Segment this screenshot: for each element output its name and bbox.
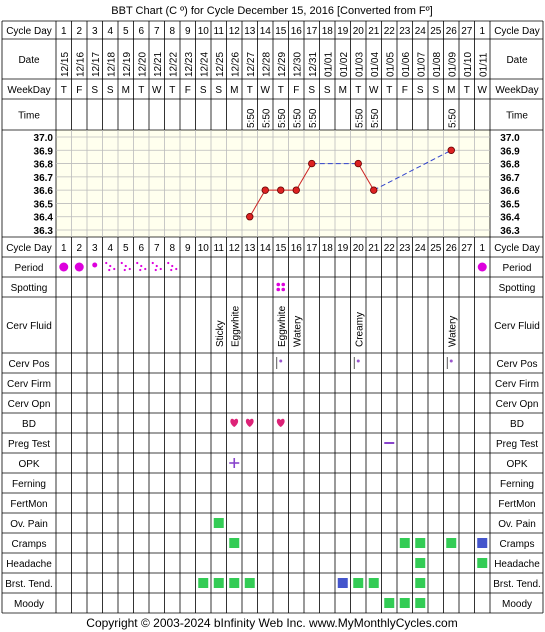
cycle-day-cell: 5 (122, 243, 129, 254)
row-label-spotting: Spotting (10, 283, 48, 294)
y-tick-left: 36.4 (33, 212, 53, 224)
weekday-cell: W (369, 85, 379, 96)
weekday-cell: S (91, 85, 99, 96)
weekday-cell: F (76, 85, 83, 96)
cerv-fluid-label: Sticky (214, 320, 226, 347)
row-label-right-cerv_pos: Cerv Pos (496, 359, 538, 370)
weekday-cell: S (308, 85, 316, 96)
cycle-day-cell: 16 (290, 26, 302, 37)
time-cell: 5:50 (245, 108, 257, 128)
temp-point (277, 187, 284, 194)
date-cell: 01/07 (416, 51, 428, 77)
row-label-right-bd: BD (510, 419, 524, 430)
cramps-mark (446, 538, 456, 548)
cycle-day-cell: 14 (259, 243, 271, 254)
cycle-day-cell: 21 (368, 26, 380, 37)
date-cell: 12/18 (106, 51, 118, 77)
cycle-day-cell: 11 (213, 243, 224, 254)
row-label-right-cycle_day: Cycle Day (494, 26, 540, 37)
row-label-right-time: Time (506, 110, 528, 122)
temp-point (448, 147, 455, 154)
y-tick-right: 36.4 (500, 212, 520, 224)
cerv-fluid-label: Eggwhite (230, 305, 242, 347)
cycle-day-cell: 25 (430, 26, 442, 37)
weekday-cell: M (230, 85, 239, 96)
cycle-day-cell: 1 (479, 243, 486, 254)
period-light-dot (92, 263, 97, 268)
cycle-day-cell: 1 (479, 26, 486, 37)
date-cell: 12/28 (261, 51, 273, 77)
spotting-dot (276, 288, 280, 292)
cycle-day-cell: 6 (138, 26, 145, 37)
cycle-day-cell: 8 (169, 26, 176, 37)
weekday-cell: T (277, 85, 284, 96)
date-cell: 12/25 (214, 51, 226, 77)
row-label-cycle_day: Cycle Day (6, 26, 52, 37)
row-label-cycle_day: Cycle Day (6, 243, 52, 254)
y-tick-left: 36.8 (33, 159, 53, 171)
date-cell: 01/10 (462, 51, 474, 77)
row-label-cerv_opn: Cerv Opn (7, 399, 51, 410)
ov-pain-mark (214, 518, 224, 528)
row-label-ov_pain: Ov. Pain (10, 519, 48, 530)
row-label-headache: Headache (6, 559, 52, 570)
y-tick-right: 37.0 (500, 133, 520, 144)
row-label-right-spotting: Spotting (498, 283, 536, 294)
date-cell: 12/20 (137, 51, 149, 77)
weekday-cell: W (260, 85, 270, 96)
y-tick-right: 36.7 (500, 172, 520, 184)
period-spotting-dot (108, 269, 110, 271)
y-tick-right: 36.5 (500, 199, 520, 211)
date-cell: 12/26 (230, 51, 242, 77)
y-tick-left: 36.6 (33, 186, 53, 198)
row-label-period: Period (14, 263, 44, 274)
headache-mark (477, 558, 487, 568)
date-cell: 01/06 (400, 51, 412, 77)
temp-point (308, 160, 315, 167)
brst-tend-mark (245, 578, 255, 588)
date-cell: 01/08 (431, 51, 443, 77)
period-spotting-dot (167, 262, 169, 264)
row-label-cerv_pos: Cerv Pos (8, 359, 50, 370)
row-label-ferning: Ferning (12, 479, 46, 490)
date-cell: 12/30 (292, 51, 304, 77)
weekday-cell: T (355, 85, 362, 96)
cycle-day-cell: 4 (107, 243, 114, 254)
period-spotting-dot (113, 268, 115, 270)
cycle-day-cell: 20 (352, 26, 364, 37)
row-label-right-fertmon: FertMon (498, 499, 536, 510)
cycle-day-cell: 17 (306, 243, 318, 254)
brst-tend-mark (369, 578, 379, 588)
time-cell: 5:50 (447, 108, 459, 128)
cramps-mark (229, 538, 239, 548)
weekday-cell: T (463, 85, 470, 96)
cramps-mark (400, 538, 410, 548)
row-label-right-cycle_day: Cycle Day (494, 243, 540, 254)
cerv-fluid-label: Watery (447, 315, 459, 347)
temp-point (293, 187, 300, 194)
weekday-cell: S (199, 85, 207, 96)
row-label-weekday: WeekDay (7, 85, 51, 96)
date-cell: 01/11 (478, 52, 490, 77)
cycle-day-cell: 5 (122, 26, 129, 37)
cycle-day-cell: 3 (91, 243, 98, 254)
row-label-moody: Moody (13, 599, 45, 610)
period-spotting-dot (170, 269, 172, 271)
period-heavy-dot (59, 263, 68, 272)
row-label-right-cramps: Cramps (499, 539, 535, 550)
cycle-day-cell: 13 (244, 26, 256, 37)
cycle-day-cell: 25 (430, 243, 442, 254)
date-cell: 12/27 (245, 51, 257, 77)
cycle-day-cell: 14 (259, 26, 271, 37)
weekday-cell: M (447, 85, 456, 96)
cycle-day-cell: 24 (414, 26, 426, 37)
cycle-day-cell: 23 (399, 26, 411, 37)
weekday-cell: S (323, 85, 331, 96)
cerv-pos-dot (279, 360, 282, 363)
weekday-cell: M (338, 85, 347, 96)
y-tick-right: 36.3 (500, 226, 520, 237)
period-heavy-dot (75, 263, 84, 272)
weekday-cell: T (169, 85, 176, 96)
period-spotting-dot (124, 269, 126, 271)
period-spotting-dot (175, 268, 177, 270)
y-tick-right: 36.8 (500, 159, 520, 171)
cycle-day-cell: 27 (461, 243, 473, 254)
date-cell: 01/02 (338, 51, 350, 77)
brst-tend-mark (214, 578, 224, 588)
spotting-dot (281, 283, 285, 287)
y-tick-left: 37.0 (33, 133, 53, 144)
period-spotting-dot (156, 265, 158, 267)
period-spotting-dot (136, 262, 138, 264)
row-label-cerv_firm: Cerv Firm (7, 379, 51, 390)
weekday-cell: W (152, 85, 162, 96)
cycle-day-cell: 10 (197, 26, 209, 37)
period-spotting-dot (160, 268, 162, 270)
row-label-date: Date (18, 55, 40, 66)
cycle-day-cell: 22 (383, 26, 395, 37)
row-label-right-moody: Moody (501, 599, 533, 610)
period-spotting-dot (139, 269, 141, 271)
cycle-day-cell: 10 (197, 243, 209, 254)
period-spotting-dot (105, 262, 107, 264)
date-cell: 01/04 (369, 51, 381, 77)
weekday-cell: T (386, 85, 393, 96)
date-cell: 12/21 (152, 51, 164, 77)
cycle-day-cell: 16 (290, 243, 302, 254)
period-spotting-dot (140, 265, 142, 267)
date-cell: 12/19 (121, 51, 133, 77)
row-label-right-brst_tend: Brst. Tend. (493, 579, 541, 590)
row-label-right-ov_pain: Ov. Pain (498, 519, 536, 530)
time-cell: 5:50 (261, 108, 273, 128)
row-label-right-weekday: WeekDay (495, 85, 539, 96)
date-cell: 01/01 (323, 51, 335, 77)
cycle-day-cell: 15 (275, 26, 287, 37)
date-cell: 01/03 (354, 51, 366, 77)
date-cell: 12/22 (168, 51, 180, 77)
date-cell: 01/09 (447, 51, 459, 77)
cycle-day-cell: 18 (321, 243, 333, 254)
cycle-day-cell: 20 (352, 243, 364, 254)
cramps-mark (477, 538, 487, 548)
weekday-cell: M (121, 85, 130, 96)
cycle-day-cell: 1 (60, 243, 67, 254)
cycle-day-cell: 3 (91, 26, 98, 37)
period-spotting-dot (144, 268, 146, 270)
cycle-day-cell: 17 (306, 26, 318, 37)
cerv-pos-dot (450, 360, 453, 363)
cycle-day-cell: 11 (213, 26, 224, 37)
moody-mark (384, 598, 394, 608)
y-tick-left: 36.7 (33, 172, 53, 184)
weekday-cell: F (293, 85, 300, 96)
date-cell: 12/16 (75, 51, 87, 77)
date-cell: 12/29 (276, 51, 288, 77)
weekday-cell: F (184, 85, 191, 96)
weekday-cell: S (432, 85, 440, 96)
date-cell: 12/15 (59, 51, 71, 77)
date-cell: 12/24 (199, 51, 211, 77)
y-tick-left: 36.5 (33, 199, 53, 211)
cycle-day-cell: 22 (383, 243, 395, 254)
weekday-cell: T (246, 85, 253, 96)
cycle-day-cell: 18 (321, 26, 333, 37)
headache-mark (415, 558, 425, 568)
cycle-day-cell: 7 (153, 243, 160, 254)
period-spotting-dot (171, 265, 173, 267)
moody-mark (415, 598, 425, 608)
cycle-day-cell: 6 (138, 243, 145, 254)
row-label-right-opk: OPK (506, 459, 528, 470)
row-label-right-cerv_firm: Cerv Firm (495, 379, 539, 390)
time-cell: 5:50 (369, 108, 381, 128)
row-label-right-preg_test: Preg Test (495, 439, 539, 450)
temp-point (262, 187, 269, 194)
weekday-cell: T (138, 85, 145, 96)
period-spotting-dot (129, 268, 131, 270)
period-spotting-dot (121, 262, 123, 264)
cycle-day-cell: 7 (153, 26, 160, 37)
period-heavy-dot (478, 263, 487, 272)
cerv-fluid-label: Eggwhite (276, 305, 288, 347)
y-tick-left: 36.3 (33, 226, 53, 237)
row-label-preg_test: Preg Test (7, 439, 51, 450)
period-spotting-dot (155, 269, 157, 271)
cycle-day-cell: 12 (228, 243, 240, 254)
cycle-day-cell: 4 (107, 26, 114, 37)
weekday-cell: F (401, 85, 408, 96)
y-tick-right: 36.6 (500, 186, 520, 198)
time-cell: 5:50 (292, 108, 304, 128)
temp-point (370, 187, 377, 194)
row-label-bd: BD (22, 419, 36, 430)
temp-point (355, 160, 362, 167)
cerv-pos-dot (357, 360, 360, 363)
spotting-dot (281, 288, 285, 292)
row-label-right-headache: Headache (494, 559, 540, 570)
date-cell: 12/23 (183, 51, 195, 77)
cycle-day-cell: 1 (60, 26, 67, 37)
cramps-mark (415, 538, 425, 548)
date-cell: 01/05 (385, 51, 397, 77)
weekday-cell: S (215, 85, 223, 96)
cycle-day-cell: 8 (169, 243, 176, 254)
time-cell: 5:50 (307, 108, 319, 128)
row-label-fertmon: FertMon (10, 499, 48, 510)
cerv-fluid-label: Creamy (354, 311, 366, 347)
cycle-day-cell: 15 (275, 243, 287, 254)
cycle-day-cell: 12 (228, 26, 240, 37)
row-label-cerv_fluid: Cerv Fluid (6, 321, 52, 332)
cycle-day-cell: 24 (414, 243, 426, 254)
cycle-day-cell: 26 (445, 26, 457, 37)
row-label-right-date: Date (506, 55, 528, 66)
weekday-cell: W (477, 85, 487, 96)
brst-tend-mark (415, 578, 425, 588)
cycle-day-cell: 21 (368, 243, 380, 254)
weekday-cell: S (416, 85, 424, 96)
time-cell: 5:50 (354, 108, 366, 128)
row-label-right-cerv_fluid: Cerv Fluid (494, 321, 540, 332)
period-spotting-dot (125, 265, 127, 267)
row-label-right-cerv_opn: Cerv Opn (495, 399, 539, 410)
period-spotting-dot (109, 265, 111, 267)
moody-mark (400, 598, 410, 608)
brst-tend-mark (198, 578, 208, 588)
chart-title: BBT Chart (C º) for Cycle December 15, 2016 [Converted from Fº] (111, 5, 433, 17)
cycle-day-cell: 13 (244, 243, 256, 254)
y-tick-left: 36.9 (33, 146, 53, 158)
y-tick-right: 36.9 (500, 146, 520, 158)
cycle-day-cell: 19 (337, 26, 349, 37)
date-cell: 12/31 (307, 51, 319, 77)
cycle-day-cell: 26 (445, 243, 457, 254)
period-spotting-dot (152, 262, 154, 264)
weekday-cell: S (106, 85, 114, 96)
date-cell: 12/17 (90, 51, 102, 77)
brst-tend-mark (229, 578, 239, 588)
row-label-brst_tend: Brst. Tend. (5, 579, 53, 590)
cycle-day-cell: 9 (184, 26, 191, 37)
temp-point (246, 213, 253, 220)
cycle-day-cell: 2 (76, 243, 83, 254)
cycle-day-cell: 27 (461, 26, 473, 37)
cerv-fluid-label: Watery (292, 315, 304, 347)
footer-copyright: Copyright © 2003-2024 bInfinity Web Inc. www.MyMonthlyCycles.com (86, 616, 458, 630)
row-label-opk: OPK (18, 459, 40, 470)
cycle-day-cell: 9 (184, 243, 191, 254)
time-cell: 5:50 (276, 108, 288, 128)
row-label-right-period: Period (502, 263, 532, 274)
cycle-day-cell: 19 (337, 243, 349, 254)
cycle-day-cell: 2 (76, 26, 83, 37)
row-label-time: Time (18, 110, 40, 122)
row-label-right-ferning: Ferning (500, 479, 534, 490)
brst-tend-mark (353, 578, 363, 588)
brst-tend-mark (338, 578, 348, 588)
row-label-cramps: Cramps (11, 539, 47, 550)
weekday-cell: T (60, 85, 67, 96)
cycle-day-cell: 23 (399, 243, 411, 254)
spotting-dot (276, 283, 280, 287)
